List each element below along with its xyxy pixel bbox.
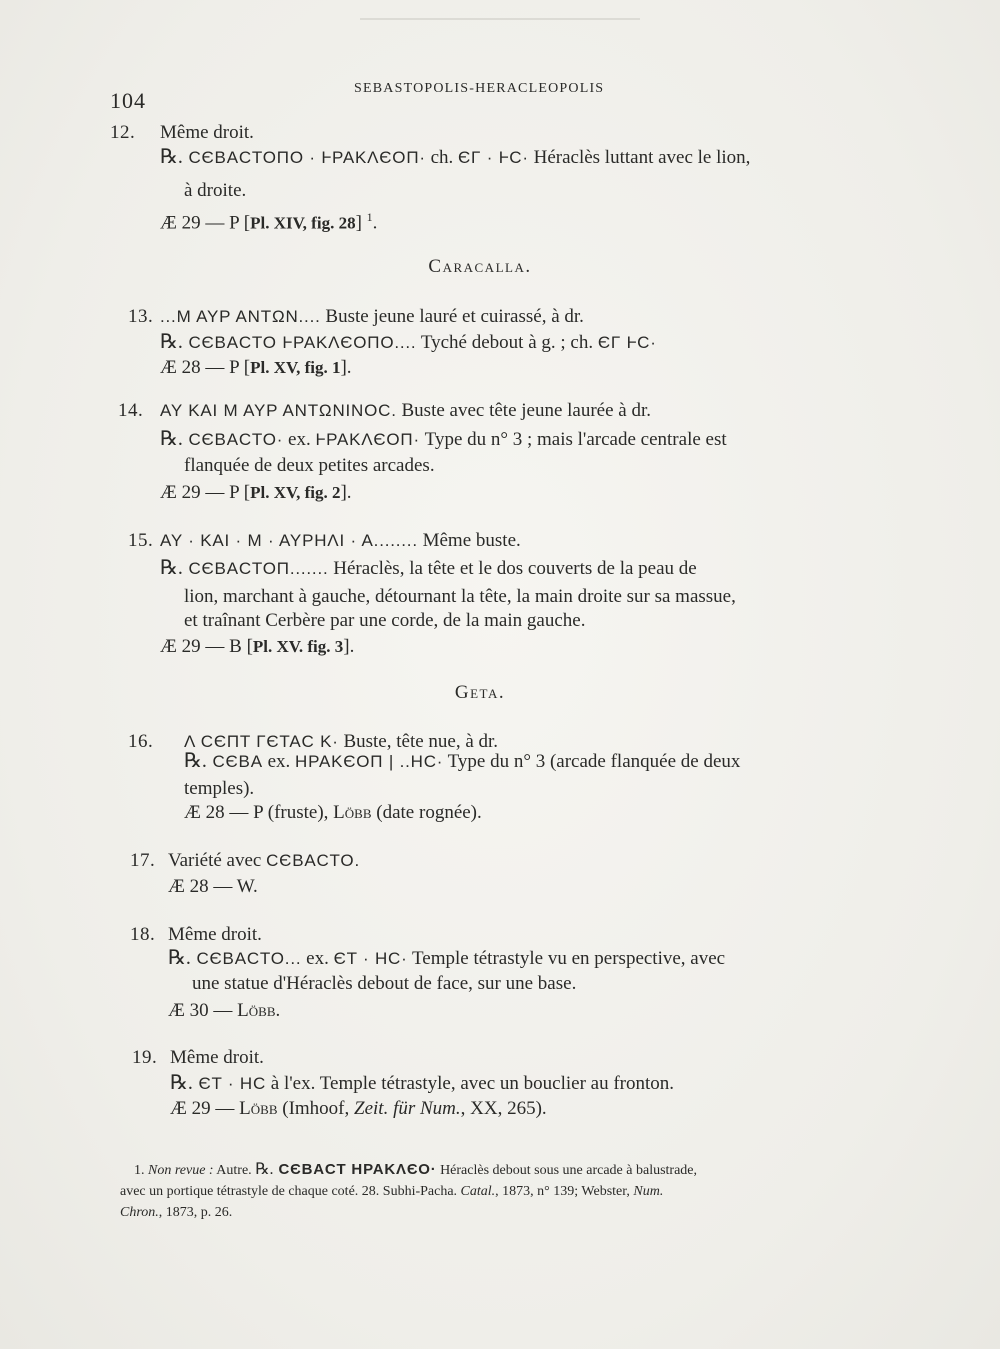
text-run: Löbb xyxy=(333,802,372,823)
coin-legend: CЄBACTO... xyxy=(190,949,302,968)
entry-line xyxy=(184,180,246,202)
text-run: Æ 30 — xyxy=(168,1000,238,1021)
entry-number: 18. xyxy=(130,924,156,945)
entry-line xyxy=(168,947,725,970)
text-run: Autre. xyxy=(213,1163,256,1178)
text-run: Variété avec xyxy=(168,850,267,871)
reverse-symbol: ℞. xyxy=(168,947,191,969)
entry-line xyxy=(192,973,576,995)
entry-line xyxy=(132,1047,264,1069)
coin-legend: AY KAI M AYP ANTΩNINOC. xyxy=(160,401,397,420)
text-run: Pl. XV, fig. 2 xyxy=(250,483,341,502)
entry-line xyxy=(160,331,657,354)
coin-legend: CЄBACT HPAKΛЄO· xyxy=(273,1161,437,1178)
coin-legend: CЄBACTO· xyxy=(182,430,284,449)
text-run: Temple tétrastyle vu en perspective, avec xyxy=(407,948,726,969)
coin-legend: Λ CЄПT ΓЄTAC K· xyxy=(184,732,339,751)
entry-line xyxy=(130,924,262,946)
text-run: Héraclès, la tête et le dos couverts de la peau de xyxy=(328,558,697,579)
text-run: ch. xyxy=(425,147,458,168)
footnote-line xyxy=(120,1203,232,1223)
entry-line xyxy=(160,636,354,658)
text-run: Pl. XV. fig. 3 xyxy=(252,637,344,656)
text-run: ]. xyxy=(340,482,352,503)
text-run: ]. xyxy=(343,636,355,657)
coin-legend: ЄΓ ⱵC· xyxy=(597,333,657,352)
entry-number: 14. xyxy=(118,400,144,421)
text-run: et traînant Cerbère par une corde, de la main gauche. xyxy=(184,610,586,631)
text-run: Chron. xyxy=(120,1205,159,1220)
entry-line xyxy=(118,400,652,422)
text-run: Æ 28 — P [ xyxy=(160,357,251,378)
text-run: Type du n° 3 (arcade flanquée de deux xyxy=(443,751,741,772)
top-rule xyxy=(360,18,640,20)
text-run: Catal. xyxy=(460,1184,496,1199)
text-run: une statue d'Héraclès debout de face, sur une base. xyxy=(192,973,577,994)
text-run: à l'ex. Temple tétrastyle, avec un bouclier au fronton. xyxy=(266,1073,675,1094)
entry-line xyxy=(160,146,750,169)
coin-legend: ⱵPAKΛЄOП· xyxy=(315,430,420,449)
text-run: à droite. xyxy=(184,180,247,201)
text-run: 1 xyxy=(366,210,373,224)
reverse-symbol: ℞. xyxy=(160,428,183,450)
coin-legend: CЄBA xyxy=(206,752,263,771)
text-run: Héraclès debout sous une arcade à balustrade, xyxy=(436,1163,698,1178)
entry-line xyxy=(160,557,697,580)
reverse-symbol: ℞. xyxy=(160,557,183,579)
coin-legend: ...M AYP ANTΩN.... xyxy=(160,307,321,326)
coin-legend: CЄBACTO. xyxy=(266,851,360,870)
text-run: lion, marchant à gauche, détournant la tête, la main droite sur sa massue, xyxy=(184,586,736,607)
entry-line xyxy=(160,357,352,379)
entry-line xyxy=(160,428,727,451)
text-run: Pl. XIV, fig. 28 xyxy=(250,213,356,233)
text-run: Num. xyxy=(633,1184,664,1199)
entry-line xyxy=(184,610,585,632)
text-run: temples). xyxy=(184,778,255,799)
text-run: Pl. XV, fig. 1 xyxy=(250,358,341,377)
text-run: avec un portique tétrastyle de chaque coté. 28. Subhi-Pacha. xyxy=(120,1184,461,1199)
text-run: Même droit. xyxy=(168,924,262,945)
text-run: flanquée de deux petites arcades. xyxy=(184,455,435,476)
entry-line xyxy=(160,482,352,504)
text-run: , XX, 265). xyxy=(460,1098,547,1119)
text-run: Æ 28 — P (fruste), xyxy=(184,802,334,823)
text-run: Löbb xyxy=(239,1098,278,1119)
text-run: , 1873, p. 26. xyxy=(158,1205,233,1220)
text-run: ex. xyxy=(283,429,316,450)
reverse-symbol: ℞. xyxy=(184,750,207,772)
entry-number: 16. xyxy=(128,731,154,752)
text-run: Buste jeune lauré et cuirassé, à dr. xyxy=(320,306,584,327)
entry-number: 19. xyxy=(132,1047,158,1068)
text-run: Æ 29 — P [ xyxy=(160,482,251,503)
reverse-symbol: ℞. xyxy=(255,1161,274,1178)
running-title: SEBASTOPOLIS-HERACLEOPOLIS xyxy=(354,81,605,96)
entry-number: 12. xyxy=(110,122,136,143)
text-run: Æ 28 — W. xyxy=(168,876,258,897)
text-run: Buste, tête nue, à dr. xyxy=(338,731,499,752)
coin-legend: HPAKЄOП | ..HC· xyxy=(295,752,444,771)
entry-number: 15. xyxy=(128,530,154,551)
text-run: Zeit. für Num. xyxy=(354,1098,461,1119)
entry-line xyxy=(184,455,435,477)
entry-line xyxy=(184,778,254,800)
text-run: Type du n° 3 ; mais l'arcade centrale est xyxy=(419,429,727,450)
entry-number: 17. xyxy=(130,850,156,871)
entry-line xyxy=(160,206,377,234)
text-run: Æ 29 — P [ xyxy=(160,212,251,234)
text-run: Æ 29 — xyxy=(170,1098,240,1119)
text-run: ex. xyxy=(301,948,334,969)
text-run: Tyché debout à g. ; ch. xyxy=(416,332,598,353)
text-run: ]. xyxy=(340,357,352,378)
entry-line xyxy=(168,876,258,898)
text-run: Héraclès luttant avec le lion, xyxy=(528,147,751,168)
entry-line xyxy=(110,122,254,144)
text-run: ex. xyxy=(262,751,296,772)
entry-number: 13. xyxy=(128,306,154,327)
entry-line xyxy=(184,750,740,773)
reverse-symbol: ℞. xyxy=(170,1072,193,1094)
text-run: Même buste. xyxy=(417,530,521,551)
text-run: Même droit. xyxy=(160,122,254,143)
entry-line xyxy=(128,530,521,552)
text-run: , 1873, n° 139; Webster, xyxy=(495,1184,634,1199)
text-run: 1. xyxy=(134,1163,148,1178)
section-title: Geta. xyxy=(454,682,506,703)
text-run: Même droit. xyxy=(170,1047,264,1068)
text-run: ] xyxy=(355,212,367,234)
entry-line xyxy=(170,1098,547,1120)
coin-legend: ЄT · HC· xyxy=(333,949,408,968)
coin-legend: CЄBACTO ⱵPAKΛЄOПO.... xyxy=(182,333,417,352)
entry-line xyxy=(184,802,482,824)
text-run: Non revue : xyxy=(148,1163,214,1178)
text-run: (Imhoof, xyxy=(277,1098,355,1119)
entry-line xyxy=(168,1000,280,1022)
coin-legend: AY · KAI · M · AYPHΛI · A........ xyxy=(160,531,418,550)
text-run: Löbb. xyxy=(237,1000,281,1021)
page-header xyxy=(0,76,1000,113)
coin-legend: ЄΓ · ⱵC· xyxy=(458,148,529,167)
coin-legend: CЄBACTOП....... xyxy=(182,559,329,578)
footnote-line xyxy=(120,1182,663,1202)
footnote-line xyxy=(134,1160,697,1181)
text-run: Buste avec tête jeune laurée à dr. xyxy=(396,400,652,421)
reverse-symbol: ℞. xyxy=(160,146,183,168)
entry-line xyxy=(128,306,584,328)
page-number: 104 xyxy=(110,88,146,113)
entry-line xyxy=(130,850,360,872)
entry-line xyxy=(170,1072,674,1095)
coin-legend: CЄBACTOПO · ⱵPAKΛЄOП· xyxy=(182,148,426,167)
text-run: (date rognée). xyxy=(371,802,482,823)
entry-line xyxy=(184,586,736,608)
reverse-symbol: ℞. xyxy=(160,331,183,353)
text-run: Æ 29 — B [ xyxy=(160,636,253,657)
section-title: Caracalla. xyxy=(428,256,532,277)
coin-legend: ЄT · HC xyxy=(192,1074,267,1093)
text-run: . xyxy=(372,212,378,234)
